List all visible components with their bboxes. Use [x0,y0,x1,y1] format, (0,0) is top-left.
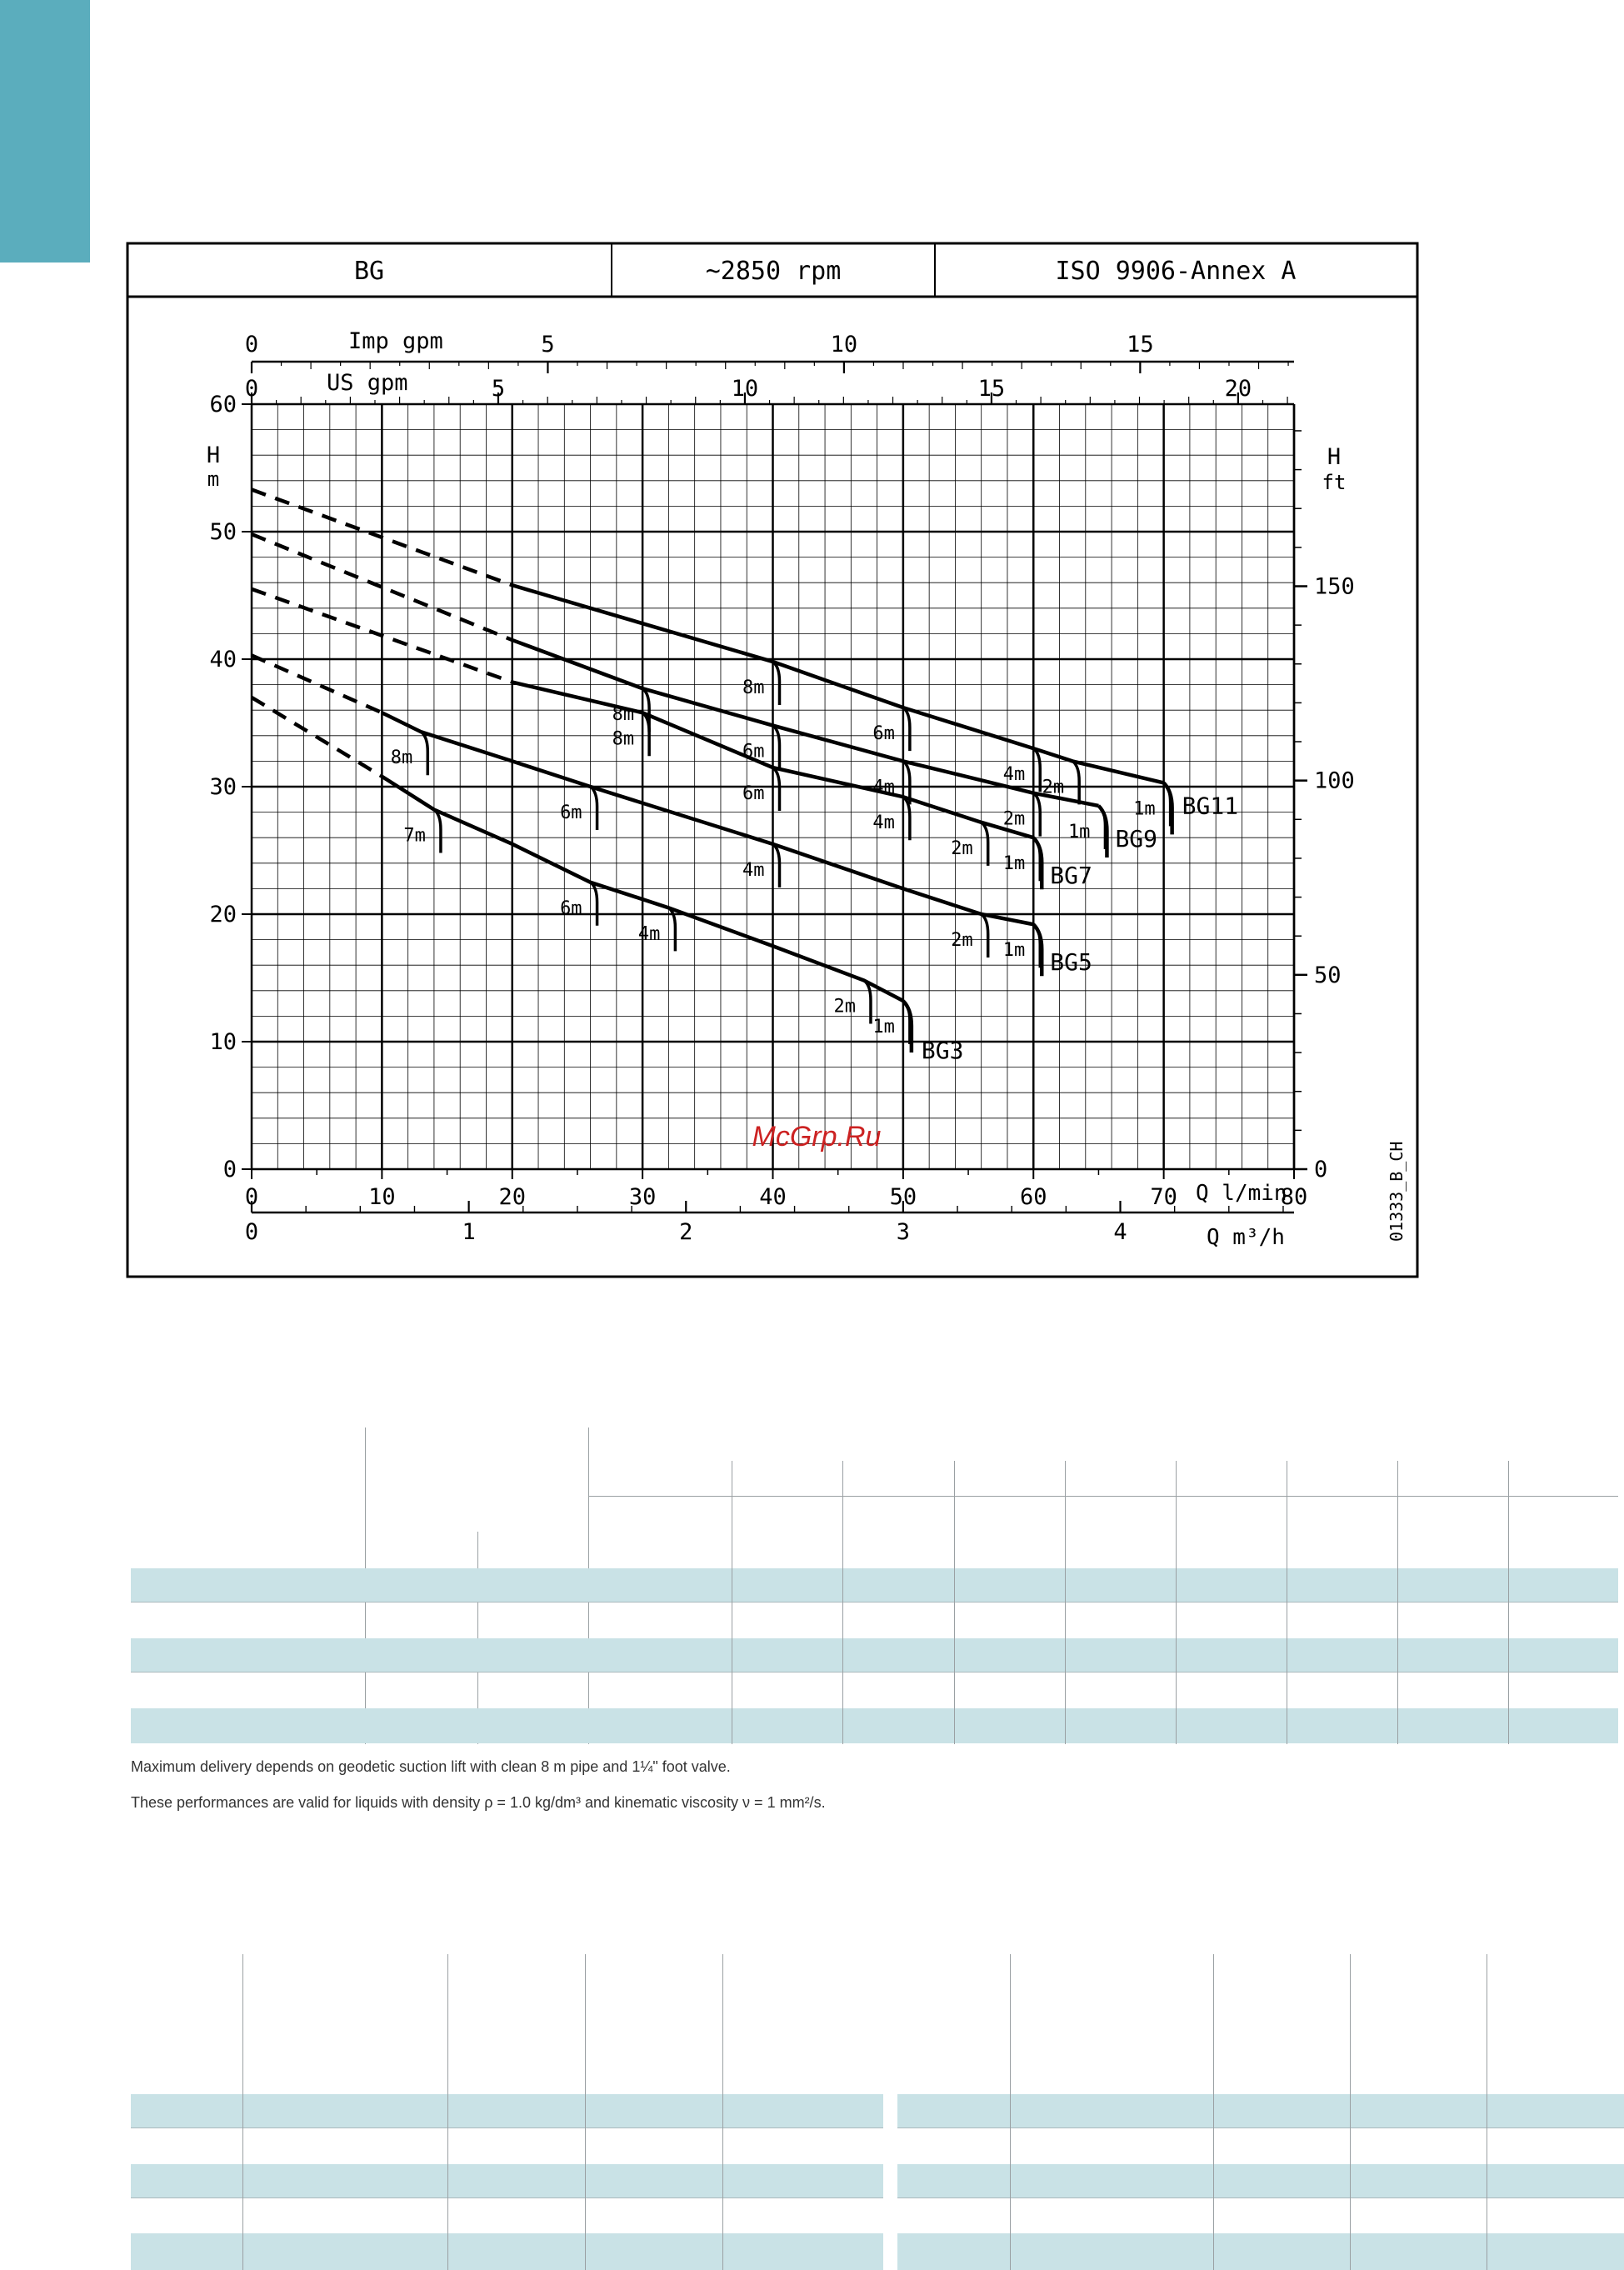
x-top-imp-tick-label: 15 [1127,332,1154,358]
header-standard: ISO 9906-Annex A [1055,257,1297,286]
x-bottom2-tick-label: 3 [896,1219,911,1245]
y-right-tick-label: 150 [1314,573,1355,600]
curve-bg3-dashed [252,698,382,777]
lift-label: 4m [637,923,661,945]
y-right-tick-label: 50 [1314,962,1342,988]
series-label-bg5: BG5 [1050,948,1092,977]
lift-label: 4m [1002,764,1026,786]
lift-label: 6m [872,723,895,745]
series-label-bg11: BG11 [1182,792,1239,820]
lift-label: 2m [833,996,856,1018]
right-axis-h-label: H [1327,444,1342,470]
header-speed: ~2850 rpm [705,257,842,286]
lift-label: 8m [612,728,635,750]
header-model: BG [353,257,385,286]
lift-label: 8m [390,748,413,769]
lift-label: 1m [1002,940,1026,962]
y-left-tick-label: 10 [209,1029,237,1055]
lift-label: 4m [872,812,895,834]
y-right-tick-label: 0 [1314,1157,1328,1182]
lift-label: 2m [1042,777,1065,798]
lift-label: 6m [742,783,765,805]
note-max-delivery: Maximum delivery depends on geodetic suction lift with clean 8 m pipe and 1¼" foot valve. [131,1758,731,1775]
x-top-us-tick-label: 15 [977,376,1006,402]
x-bottom-tick-label: 80 [1280,1184,1308,1210]
y-right-tick-label: 100 [1314,768,1355,794]
bottom-axis-lmin-label: Q l/min [1196,1181,1287,1206]
bottom-axis-m3h-label: Q m³/h [1207,1225,1285,1250]
x-bottom-tick-label: 10 [368,1184,396,1210]
lift-hook [982,914,988,958]
x-bottom2-tick-label: 2 [679,1219,693,1245]
lift-label: 1m [872,1017,895,1038]
x-top-imp-tick-label: 0 [244,332,259,358]
x-bottom-tick-label: 20 [498,1184,527,1210]
lift-hook [591,787,597,830]
x-bottom-tick-label: 30 [628,1184,657,1210]
lift-label: 4m [872,777,895,798]
x-bottom2-tick-label: 1 [462,1219,476,1245]
lift-label: 1m [1067,821,1091,842]
lift-label: 6m [560,898,582,919]
lift-hook [982,822,988,866]
x-bottom-tick-label: 40 [759,1184,787,1210]
x-top-us-tick-label: 20 [1224,376,1252,402]
y-left-tick-label: 40 [209,647,237,672]
left-axis-h-label: H [206,442,221,468]
top-axis-us-label: US gpm [327,370,408,396]
x-top-us-tick-label: 10 [731,376,759,402]
lift-hook [864,981,871,1024]
curve-bg5-dashed [252,655,382,712]
x-bottom-tick-label: 50 [889,1184,917,1210]
chart-grid [252,404,1294,1169]
lift-label: 6m [742,741,765,762]
series-label-bg3: BG3 [921,1037,964,1065]
curve-bg5 [382,712,1033,924]
lift-label: 8m [612,704,635,726]
x-bottom-tick-label: 70 [1150,1184,1177,1210]
watermark: McGrp.Ru [752,1121,882,1152]
lift-label: 4m [742,859,765,881]
lift-label: 2m [1002,808,1026,830]
drawing-code: 01333_B_CH [1387,1141,1407,1242]
x-top-us-tick-label: 5 [491,376,506,402]
x-bottom2-tick-label: 4 [1113,1219,1127,1245]
x-bottom-tick-label: 60 [1019,1184,1047,1210]
curve-bg11 [512,585,1164,782]
lift-label: 2m [951,930,973,951]
lift-label: 1m [1133,798,1156,820]
x-bottom-tick-label: 0 [244,1184,259,1210]
lift-label: 2m [951,838,973,859]
y-left-tick-label: 30 [209,774,237,800]
top-axis-imp-label: Imp gpm [348,328,443,354]
lift-label: 7m [403,825,426,847]
left-axis-unit-label: m [207,468,220,491]
lift-label: 8m [742,678,765,699]
series-label-bg9: BG9 [1115,824,1158,852]
x-top-imp-tick-label: 5 [541,332,555,358]
x-bottom2-tick-label: 0 [244,1219,259,1245]
series-label-bg7: BG7 [1050,862,1092,890]
y-left-tick-label: 20 [209,902,237,928]
lift-label: 6m [560,802,582,823]
lift-hook [434,810,441,853]
note-validity: These performances are valid for liquids with density ρ = 1.0 kg/dm³ and kinematic viscosity ν = 1 mm²/s. [131,1794,826,1811]
y-left-tick-label: 60 [209,392,237,418]
x-top-imp-tick-label: 10 [830,332,858,358]
right-axis-unit-label: ft [1322,471,1347,494]
lift-label: 1m [1002,853,1026,875]
y-left-tick-label: 0 [222,1157,237,1182]
y-left-tick-label: 50 [209,519,237,545]
x-top-us-tick-label: 0 [244,376,259,402]
lift-hook [1072,761,1079,804]
lift-hook [421,732,427,775]
